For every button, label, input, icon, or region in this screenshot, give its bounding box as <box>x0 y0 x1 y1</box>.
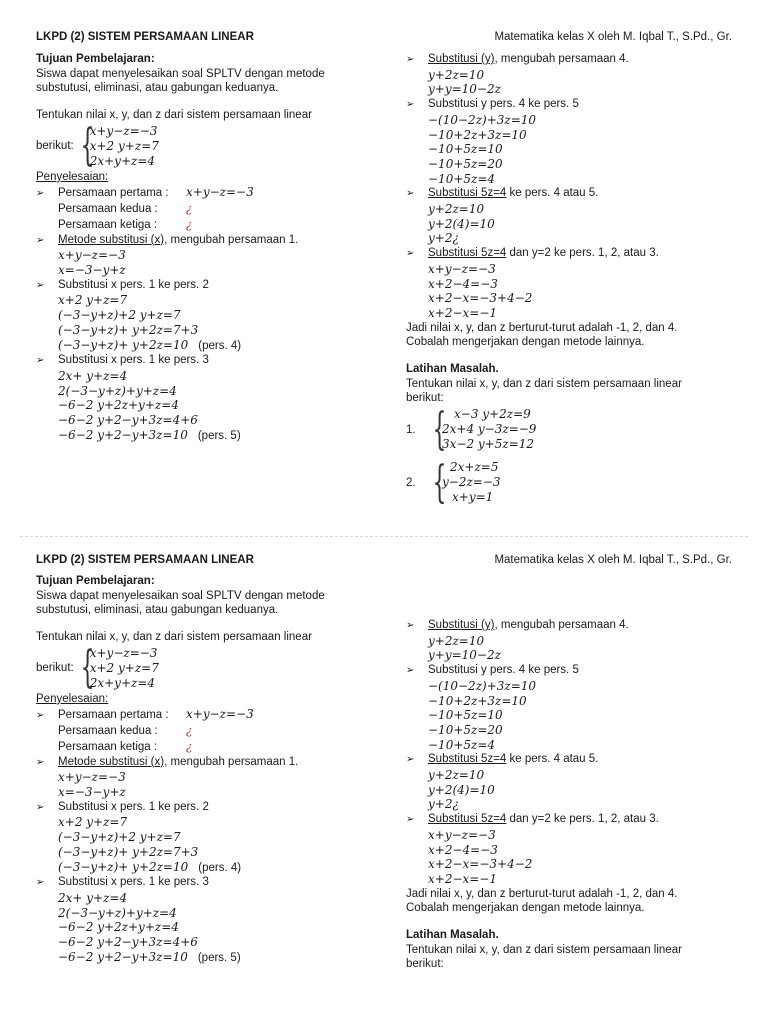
step-line: (−3−y+z)+ y+2z=7+3 <box>58 844 199 859</box>
step-line: y+y=10−2z <box>428 648 501 663</box>
conclusion-line: Jadi nilai x, y, dan z berturut-turut adalah -1, 2, dan 4. <box>406 887 678 900</box>
problem-number: 2. <box>406 476 416 489</box>
problem-equation: 2x+z=5 <box>450 460 499 475</box>
step-line: x+2−4=−3 <box>428 276 498 291</box>
brace-icon: { <box>80 642 95 694</box>
step-line: x+2−x=−1 <box>428 871 498 886</box>
step-line: −10+2z+3z=10 <box>428 127 527 142</box>
step-title-rest: ke pers. 4 atau 5. <box>506 753 599 766</box>
task-text: Tentukan nilai x, y, dan z dari sistem persamaan linear <box>36 109 312 122</box>
eq-label: Persamaan ketiga : <box>58 740 158 753</box>
step-line: −6−2 y+2−y+3z=4+6 <box>58 413 198 428</box>
eq-value: ¿ <box>186 723 193 738</box>
step-line: −6−2 y+2−y+3z=4+6 <box>58 935 198 950</box>
pers-note: (pers. 5) <box>197 429 241 442</box>
pers-note: (pers. 4) <box>198 861 242 874</box>
left-column <box>36 574 376 965</box>
eq-label: Persamaan pertama : <box>58 186 169 199</box>
conclusion-line: Cobalah mengerjakan dengan metode lainnya. <box>406 902 645 915</box>
arrow-bullet-icon: ➢ <box>406 54 415 65</box>
step-line: −(10−2z)+3z=10 <box>428 678 537 693</box>
step-line: x+2−x=−3+4−2 <box>428 291 533 306</box>
step-line: 2x+ y+z=4 <box>58 890 128 905</box>
arrow-bullet-icon: ➢ <box>406 248 415 260</box>
eq-label: Persamaan ketiga : <box>58 218 158 231</box>
step-line: (−3−y+z)+ y+2z=10 <box>58 859 189 874</box>
step-line: −10+5z=20 <box>428 156 503 171</box>
latihan-task: Tentukan nilai x, y, dan z dari sistem persamaan linear <box>406 377 682 390</box>
step-line: (−3−y+z)+2 y+z=7 <box>58 830 181 845</box>
latihan-title: Latihan Masalah. <box>406 929 499 942</box>
step-title: Substitusi x pers. 1 ke pers. 3 <box>58 876 209 889</box>
latihan-title: Latihan Masalah. <box>406 363 499 376</box>
step-line: −10+5z=20 <box>428 722 503 737</box>
step-line: −6−2 y+2−y+3z=10 <box>58 427 188 442</box>
equation-system <box>36 642 376 694</box>
step-title: Substitusi y pers. 4 ke pers. 5 <box>428 98 579 111</box>
step-title: Substitusi x pers. 1 ke pers. 3 <box>58 354 209 367</box>
system-equation: 2x+y+z=4 <box>89 153 156 168</box>
step-title-rest: , mengubah persamaan 1. <box>164 233 299 246</box>
page-divider <box>20 536 748 537</box>
worksheet-title: LKPD (2) SISTEM PERSAMAAN LINEAR <box>36 31 254 43</box>
latihan-task: Tentukan nilai x, y, dan z dari sistem persamaan linear <box>406 943 682 956</box>
author-credit: Matematika kelas X oleh M. Iqbal T., S.Pd., Gr. <box>494 31 732 43</box>
right-column <box>406 618 736 972</box>
step-line: −6−2 y+2z+y+z=4 <box>58 920 179 935</box>
step-line: x+2 y+z=7 <box>58 815 128 830</box>
step-line: −6−2 y+2−y+3z=10 <box>58 949 188 964</box>
arrow-bullet-icon: ➢ <box>406 754 415 766</box>
step-title: Substitusi y pers. 4 ke pers. 5 <box>428 664 579 677</box>
step-title: Substitusi (y) <box>428 53 495 65</box>
step-line: x+y−z=−3 <box>58 248 126 263</box>
step-title: Substitusi (y) <box>428 619 495 631</box>
step-title-rest: ke pers. 4 atau 5. <box>506 187 599 200</box>
problem-equation: y−2z=−3 <box>442 475 501 490</box>
arrow-bullet-icon: ➢ <box>406 188 415 200</box>
eq-value: ¿ <box>186 738 193 753</box>
step-line: y+2z=10 <box>428 768 485 783</box>
arrow-bullet-icon: ➢ <box>406 620 415 631</box>
eq-label: Persamaan pertama : <box>58 708 169 721</box>
equation-system <box>36 120 376 172</box>
problem-1 <box>406 403 736 455</box>
arrow-bullet-icon: ➢ <box>36 355 45 367</box>
step-line: y+y=10−2z <box>428 82 501 97</box>
tujuan-line: substutusi, eliminasi, atau gabungan keduanya. <box>36 82 279 95</box>
conclusion-line: Jadi nilai x, y, dan z berturut-turut adalah -1, 2, dan 4. <box>406 321 678 334</box>
step-line: y+2(4)=10 <box>428 216 495 231</box>
arrow-bullet-icon: ➢ <box>36 709 45 721</box>
step-title: Substitusi 5z=4 <box>428 753 507 766</box>
step-line: x+y−z=−3 <box>58 770 126 785</box>
conclusion-line: Cobalah mengerjakan dengan metode lainnya. <box>406 336 645 349</box>
eq-label: Persamaan kedua : <box>58 203 158 216</box>
tujuan-line: Siswa dapat menyelesaikan soal SPLTV dengan metode <box>36 589 325 602</box>
pers-note: (pers. 5) <box>197 951 241 964</box>
problem-2 <box>406 456 736 508</box>
step-title-rest: dan y=2 ke pers. 1, 2, atau 3. <box>506 813 659 826</box>
step-title: Metode substitusi (x) <box>58 755 165 768</box>
latihan-task: berikut: <box>406 392 444 405</box>
step-line: (−3−y+z)+ y+2z=10 <box>58 337 189 352</box>
eq-value: x+y−z=−3 <box>186 706 254 721</box>
arrow-bullet-icon: ➢ <box>36 234 45 246</box>
step-line: −10+5z=4 <box>428 737 496 752</box>
step-line: 2(−3−y+z)+y+z=4 <box>58 905 177 920</box>
penyelesaian-heading: Penyelesaian: <box>36 170 109 183</box>
problem-equation: 2x+4 y−3z=−9 <box>442 422 537 437</box>
brace-icon: { <box>432 456 447 508</box>
system-equation: x+2 y+z=7 <box>89 138 159 153</box>
arrow-bullet-icon: ➢ <box>36 801 45 813</box>
worksheet-title: LKPD (2) SISTEM PERSAMAAN LINEAR <box>36 554 254 566</box>
step-title: Metode substitusi (x) <box>58 233 165 246</box>
worksheet-bottom <box>0 548 768 1024</box>
arrow-bullet-icon: ➢ <box>406 99 415 111</box>
arrow-bullet-icon: ➢ <box>36 877 45 889</box>
step-line: y+2z=10 <box>428 67 485 82</box>
step-line: −10+2z+3z=10 <box>428 693 527 708</box>
arrow-bullet-icon: ➢ <box>36 279 45 291</box>
step-line: x=−3−y+z <box>58 785 126 800</box>
page-header <box>36 554 732 570</box>
tujuan-title: Tujuan Pembelajaran: <box>36 575 155 587</box>
step-line: −6−2 y+2z+y+z=4 <box>58 398 179 413</box>
brace-icon: { <box>80 120 95 172</box>
arrow-bullet-icon: ➢ <box>406 814 415 826</box>
step-line: x+2−4=−3 <box>428 842 498 857</box>
step-line: −10+5z=4 <box>428 171 496 186</box>
pers-note: (pers. 4) <box>198 339 242 352</box>
berikut-label: berikut: <box>36 140 74 153</box>
tujuan-line: Siswa dapat menyelesaikan soal SPLTV dengan metode <box>36 67 325 80</box>
problem-equation: x+y=1 <box>452 490 494 505</box>
step-line: y+2z=10 <box>428 202 485 217</box>
right-column <box>406 52 736 506</box>
step-line: x+2−x=−1 <box>428 305 498 320</box>
step-title-rest: dan y=2 ke pers. 1, 2, atau 3. <box>506 247 659 260</box>
step-line: y+2z=10 <box>428 633 485 648</box>
step-line: y+2¿ <box>428 231 459 246</box>
penyelesaian-heading: Penyelesaian: <box>36 692 109 705</box>
step-title: Substitusi 5z=4 <box>428 187 507 200</box>
step-title: Substitusi 5z=4 <box>428 813 507 826</box>
step-line: y+2¿ <box>428 797 459 812</box>
system-equation: x+2 y+z=7 <box>89 660 159 675</box>
step-line: x=−3−y+z <box>58 263 126 278</box>
problem-number: 1. <box>406 423 416 436</box>
task-text: Tentukan nilai x, y, dan z dari sistem persamaan linear <box>36 631 312 644</box>
step-line: 2x+ y+z=4 <box>58 368 128 383</box>
tujuan-title: Tujuan Pembelajaran: <box>36 53 155 65</box>
step-title: Substitusi x pers. 1 ke pers. 2 <box>58 800 209 813</box>
step-title-rest: , mengubah persamaan 4. <box>494 53 629 65</box>
eq-label: Persamaan kedua : <box>58 725 158 738</box>
problem-equation: 3x−2 y+5z=12 <box>442 437 535 452</box>
step-title: Substitusi 5z=4 <box>428 247 507 260</box>
step-line: −10+5z=10 <box>428 142 503 157</box>
latihan-task: berikut: <box>406 958 444 971</box>
arrow-bullet-icon: ➢ <box>406 665 415 677</box>
arrow-bullet-icon: ➢ <box>36 756 45 768</box>
step-title-rest: , mengubah persamaan 1. <box>164 755 299 768</box>
system-equation: 2x+y+z=4 <box>89 675 156 690</box>
brace-icon: { <box>432 403 447 455</box>
step-title-rest: , mengubah persamaan 4. <box>494 619 629 631</box>
step-line: x+y−z=−3 <box>428 827 496 842</box>
berikut-label: berikut: <box>36 662 74 675</box>
system-equation: x+y−z=−3 <box>89 645 158 660</box>
step-title: Substitusi x pers. 1 ke pers. 2 <box>58 278 209 291</box>
eq-value: ¿ <box>186 216 193 231</box>
author-credit: Matematika kelas X oleh M. Iqbal T., S.Pd., Gr. <box>494 554 732 566</box>
problem-equation: x−3 y+2z=9 <box>454 407 531 422</box>
arrow-bullet-icon: ➢ <box>36 187 45 199</box>
step-line: x+2 y+z=7 <box>58 293 128 308</box>
step-line: 2(−3−y+z)+y+z=4 <box>58 383 177 398</box>
step-line: x+2−x=−3+4−2 <box>428 857 533 872</box>
left-column <box>36 52 376 443</box>
eq-value: x+y−z=−3 <box>186 184 254 199</box>
step-line: y+2(4)=10 <box>428 782 495 797</box>
step-line: −(10−2z)+3z=10 <box>428 112 537 127</box>
step-line: (−3−y+z)+ y+2z=7+3 <box>58 322 199 337</box>
step-line: −10+5z=10 <box>428 708 503 723</box>
step-line: x+y−z=−3 <box>428 261 496 276</box>
eq-value: ¿ <box>186 201 193 216</box>
tujuan-line: substutusi, eliminasi, atau gabungan keduanya. <box>36 604 279 617</box>
system-equation: x+y−z=−3 <box>89 123 158 138</box>
step-line: (−3−y+z)+2 y+z=7 <box>58 308 181 323</box>
page-header <box>36 31 732 47</box>
